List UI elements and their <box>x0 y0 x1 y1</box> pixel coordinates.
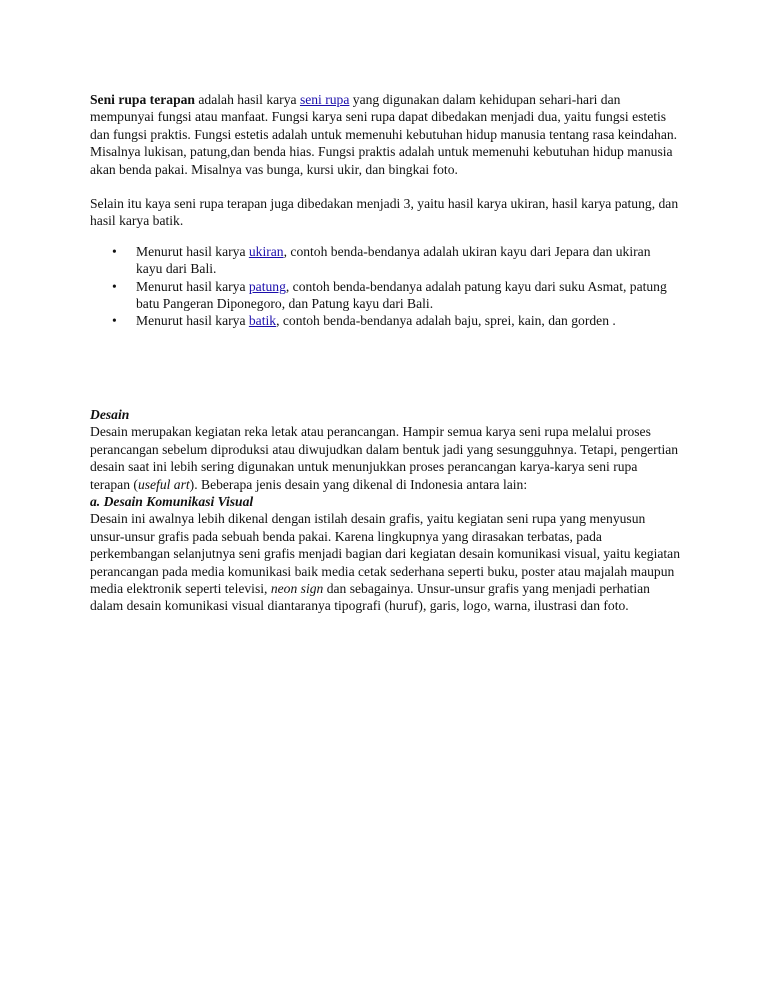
link-batik[interactable]: batik <box>248 313 277 329</box>
desain-paragraph: Desain merupakan kegiatan reka letak atau perancangan. Hampir semua karya seni rupa melalui proses perancangan sebelum diproduksi atau diwujudkan dalam bentuk jadi yang sesungguhnya. Tetapi, pengertian desain saat ini lebih sering digunakan untuk menunjukkan proses perancangan karya-karya seni rupa terapan (useful art). Beberapa jenis desain yang dikenal di Indonesia antara lain: <box>90 424 679 492</box>
document-content <box>90 91 680 615</box>
list-item-ukiran: • Menurut hasil karya ukiran, contoh benda-bendanya adalah ukiran kayu dari Jepara dan ukiran kayu dari Bali. <box>112 243 651 277</box>
list-item-patung: • Menurut hasil karya patung, contoh benda-bendanya adalah patung kayu dari suku Asmat, patung batu Pangeran Diponegoro, dan Patung kayu dari Bali. <box>112 278 667 312</box>
dkv-heading: a. Desain Komunikasi Visual <box>90 493 254 509</box>
list-item-batik: • Menurut hasil karya batik, contoh benda-bendanya adalah baju, sprei, kain, dan gorden . <box>112 313 616 329</box>
intro-paragraph: Seni rupa terapan adalah hasil karya seni rupa yang digunakan dalam kehidupan sehari-hari dan mempunyai fungsi atau manfaat. Fungsi karya seni rupa dapat dibedakan menjadi dua, yaitu fungsi estetis dan fungsi praktis. Fungsi estetis adalah untuk memenuhi kebutuhan hidup manusia tentang rasa keindahan. Misalnya lukisan, patung,dan benda hias. Fungsi praktis adalah untuk memenuhi kebutuhan hidup manusia akan benda pakai. Misalnya vas bunga, kursi ukir, dan bingkai foto. <box>90 92 678 177</box>
link-seni-rupa[interactable]: seni rupa <box>299 92 350 107</box>
dkv-paragraph: Desain ini awalnya lebih dikenal dengan istilah desain grafis, yaitu kegiatan seni rupa yang menyusun unsur-unsur grafis pada sebuah benda pakai. Karena lingkupnya yang dirasakan terbatas, pada perkembangan selanjutnya seni grafis menjadi bagian dari kegiatan desain komunikasi visual, yaitu kegiatan perancangan pada media komunikasi baik media cetak sederhana seperti buku, poster atau majalah maupun media elektronik seperti televisi, neon sign dan sebagainya. Unsur-unsur grafis yang menjadi perhatian dalam desain komunikasi visual diantaranya tipografi (huruf), garis, logo, warna, ilustrasi dan foto. <box>90 511 681 614</box>
term-seni-rupa-terapan: Seni rupa terapan <box>90 92 195 107</box>
bullet-icon: • <box>112 243 117 259</box>
bullet-icon: • <box>112 278 117 294</box>
link-ukiran[interactable]: ukiran <box>248 243 284 259</box>
term-neon-sign: neon sign <box>270 580 324 596</box>
bullet-icon: • <box>112 313 117 329</box>
types-list <box>90 243 680 330</box>
types-paragraph: Selain itu kaya seni rupa terapan juga dibedakan menjadi 3, yaitu hasil karya ukiran, hasil karya patung, dan hasil karya batik. <box>90 196 679 229</box>
term-useful-art: useful art <box>137 476 190 492</box>
desain-section <box>90 406 680 615</box>
link-patung[interactable]: patung <box>248 278 286 294</box>
desain-heading: Desain <box>90 406 130 422</box>
